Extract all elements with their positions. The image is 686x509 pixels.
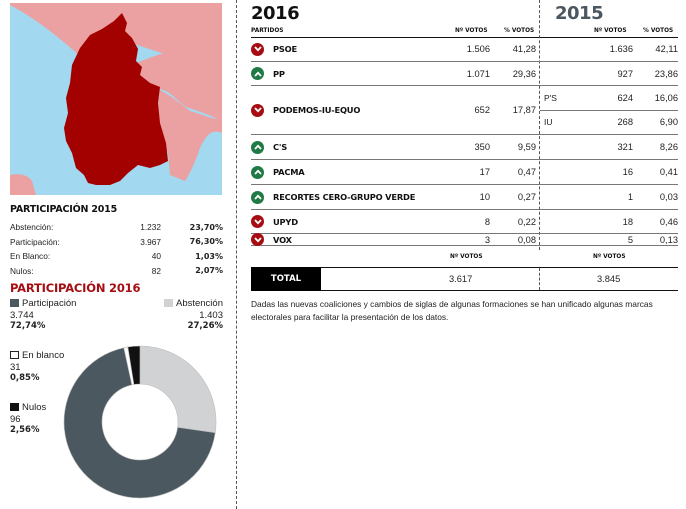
party-name: RECORTES CERO-GRUPO VERDE [273, 192, 416, 202]
sub-party-label: IU [544, 117, 553, 127]
votes-2016: 1.071 [466, 68, 490, 79]
total-row [251, 267, 678, 291]
party-row-psoe [251, 37, 678, 62]
year-2015-title: 2015 [555, 3, 604, 24]
sub-row-2015 [540, 110, 678, 134]
pct-2015: 23,86 [654, 68, 678, 79]
header-votes-2016: Nº VOTOS [455, 28, 488, 34]
pct-2016: 0,27 [517, 192, 536, 202]
stat-row-participacion: Participación: 3.967 76,30% [10, 236, 223, 247]
pct-2015: 0,46 [659, 216, 678, 227]
votes-2015: 624 [617, 93, 633, 103]
abstencion-votes: 1.403 [199, 309, 223, 321]
participation-donut-chart [62, 344, 218, 500]
legend-nulos: Nulos 96 2,56% [10, 402, 47, 435]
pct-2015: 42,11 [655, 44, 678, 54]
participation-2015-table [10, 204, 223, 278]
pct-2015: 16,06 [654, 93, 678, 103]
pct-2016: 17,87 [512, 105, 536, 115]
abstencion-pct: 27,26% [187, 321, 223, 331]
trend-up-icon [251, 67, 264, 80]
party-name: C'S [273, 142, 288, 152]
sub-row-2015 [540, 86, 678, 110]
votes-2016: 10 [479, 192, 490, 202]
pct-2016: 0,22 [517, 216, 536, 227]
votes-2016: 1.506 [466, 44, 490, 54]
trend-down-icon [251, 43, 264, 56]
pct-2016: 9,59 [517, 142, 536, 152]
votes-2016: 8 [484, 216, 490, 227]
footnote: Dadas las nuevas coaliciones y cambios de siglas de algunas formaciones se han unificado algunas marcas electorales para facilitar la presentación de los datos. [251, 299, 653, 322]
trend-up-icon [251, 141, 264, 154]
white-square-icon [10, 351, 19, 359]
municipality-map [10, 3, 222, 195]
trend-down-icon [251, 215, 264, 228]
participacion-pct: 72,74% [10, 321, 46, 331]
pct-2016: 0,47 [517, 167, 536, 177]
total-divider [539, 268, 540, 290]
party-name: PACMA [273, 167, 305, 177]
votes-2015: 5 [627, 234, 633, 245]
trend-down-icon [251, 233, 264, 246]
total-votes-2016: 3.617 [449, 274, 473, 284]
sub-party-label: P'S [544, 93, 557, 103]
votes-2015: 1 [627, 192, 633, 202]
trend-up-icon [251, 166, 264, 179]
legend-en-blanco: En blanco 31 0,85% [10, 350, 65, 383]
total-votes-2015: 3.845 [597, 274, 621, 284]
participation-2016-title: PARTICIPACIÓN 2016 [10, 281, 141, 295]
legend-participacion: Participación [10, 298, 76, 310]
stat-row-abstencion: Abstención: 1.232 23,70% [10, 222, 223, 233]
total-header-2015: Nº VOTOS [593, 254, 626, 260]
total-header-2016: Nº VOTOS [450, 254, 483, 260]
votes-2016: 350 [474, 142, 490, 152]
header-pct-2016: % VOTOS [504, 28, 535, 34]
votes-2015: 927 [617, 68, 633, 79]
votes-2015: 268 [617, 117, 633, 127]
pct-2015: 0,03 [659, 192, 678, 202]
party-row-vox [251, 234, 678, 246]
votes-2015: 1.636 [609, 44, 633, 54]
votes-2015: 18 [622, 216, 633, 227]
party-name: UPYD [273, 216, 298, 227]
participacion-votes: 3.744 [10, 309, 34, 321]
party-row-upyd [251, 210, 678, 234]
party-row-podemos-iu-equo [251, 86, 678, 135]
header-pct-2015: % VOTOS [643, 28, 674, 34]
donut-slice-abstenci-n [140, 346, 216, 433]
pct-2016: 29,36 [512, 68, 536, 79]
pct-2016: 0,08 [517, 234, 536, 245]
legend-abstencion: Abstención [164, 298, 223, 310]
party-name: PODEMOS-IU-EQUO [273, 105, 361, 115]
party-row-recortes-cero-grupo-verde [251, 185, 678, 210]
votes-2016: 3 [484, 234, 490, 245]
black-square-icon [10, 403, 19, 411]
total-label: TOTAL [251, 267, 321, 291]
votes-2016: 652 [474, 105, 490, 115]
trend-up-icon [251, 191, 264, 204]
participation-2016-summary [10, 281, 223, 333]
panel-divider [236, 0, 237, 509]
trend-down-icon [251, 104, 264, 117]
party-row-pp [251, 62, 678, 86]
pct-2015: 0,13 [659, 234, 678, 245]
party-name: VOX [273, 234, 292, 245]
sub-row-divider [540, 110, 678, 111]
header-partidos: PARTIDOS [251, 28, 284, 34]
pct-2015: 0,41 [659, 167, 678, 177]
stat-row-nulos: Nulos: 82 2,07% [10, 265, 223, 276]
party-row-pacma [251, 160, 678, 185]
participation-2015-title: PARTICIPACIÓN 2015 [10, 204, 117, 215]
pct-2015: 6,90 [659, 117, 678, 127]
header-votes-2015: Nº VOTOS [594, 28, 627, 34]
party-row-c-s [251, 135, 678, 160]
pct-2015: 8,26 [659, 142, 678, 152]
stat-row-en-blanco: En Blanco: 40 1,03% [10, 251, 223, 262]
votes-2015: 16 [622, 167, 633, 177]
light-square-icon [164, 299, 173, 307]
votes-2016: 17 [479, 167, 490, 177]
party-name: PSOE [273, 44, 297, 54]
votes-2015: 321 [617, 142, 633, 152]
dark-square-icon [10, 299, 19, 307]
party-name: PP [273, 68, 285, 79]
year-2016-title: 2016 [251, 3, 300, 24]
pct-2016: 41,28 [512, 44, 536, 54]
